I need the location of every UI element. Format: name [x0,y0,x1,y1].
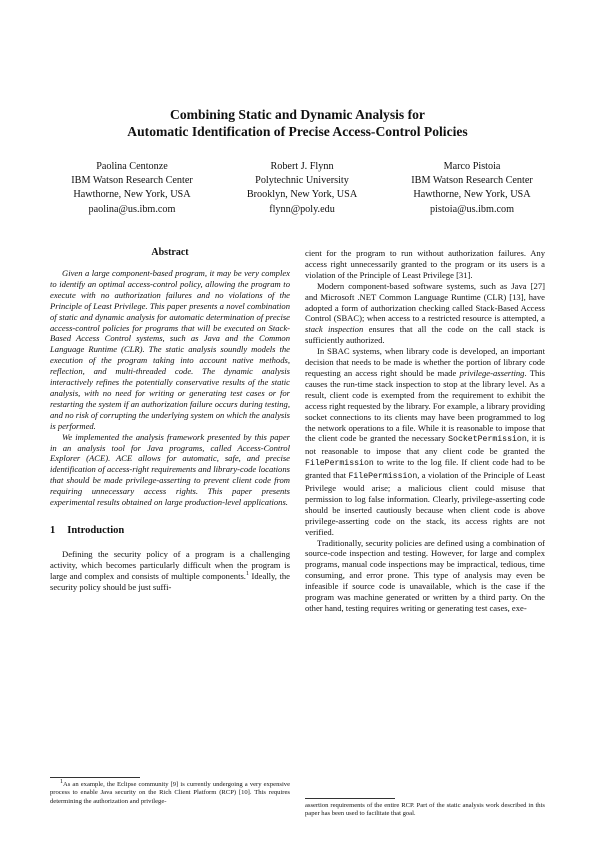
author-name: Robert J. Flynn [270,161,334,172]
text: Modern component-based software systems, such as Java [27] and Microsoft .NET Common Language Runtime (CLR) [13], have adopted a form of authorization checking called Stack-Based Access Control (SBAC); when access to a restricted resource is attempted, a [305,280,545,324]
abstract-paragraph-2: We implemented the analysis framework presented by this paper in an analysis tool for Java programs, called Access-Control Explorer (ACE). ACE allows for automatic, safe, and precise identification of access-right requirements and library-code locations that should be made privilege-asserting to prevent client code from requiring unnecessary access rights. This paper presents experimental results obtained on large production-level applications. [50,431,290,508]
author-block [52,160,552,217]
author-name: Marco Pistoia [443,161,501,172]
author-2 [222,160,382,217]
text: , it is not reasonable to impose that any client code be granted the [305,433,546,457]
right-column [305,248,545,614]
right-paragraph-1 [305,281,545,346]
abstract-body [50,268,290,508]
author-email: paolina@us.ibm.com [88,203,176,215]
emphasis: stack inspection [305,324,364,335]
title-line-2: Automatic Identification of Precise Access-Control Policies [127,124,468,139]
footnote-number: 1 [60,778,63,785]
footnote-rule-left [50,777,140,778]
footnote-mark: 1 [245,570,249,577]
footnote-left [50,778,290,806]
author-affiliation: Polytechnic University [255,175,349,187]
footnote-rule-right [305,798,395,799]
author-name: Paolina Centonze [96,161,168,172]
left-column [50,246,290,592]
abstract-heading: Abstract [151,247,189,258]
text: . This causes the run-time stack inspection to stop at the library level. As a result, client code is exempted from the requirement to exhibit the access right requested by the library. For example, a library providing socket connections to its clients may have been programmed to log the network operations to a file. While it is reasonable to impose that the client code be granted the necessary [305,367,545,444]
code-filepermission: FilePermission [305,459,374,469]
paper-title [0,106,595,140]
intro-text: Defining the security policy of a program is a challenging activity, which becomes particularly difficult when the program is large and complex and consists of multiple components. [50,548,290,581]
author-affiliation: IBM Watson Research Center [71,175,193,187]
author-location: Hawthorne, New York, USA [413,189,531,201]
author-email: flynn@poly.edu [269,203,335,215]
footnote-left-text: As an example, the Eclipse community [9] is currently undergoing a very expensive process to enable Java security on the Rich Client Platform (RCP) [10]. This requires determining the authorization and privilege- [50,781,290,805]
footnote-right: assertion requirements of the entire RCP. Part of the static analysis work described in this paper has been used to facilitate that goal. [305,802,545,818]
section-heading [50,526,290,537]
right-paragraph-3: Traditionally, security policies are defined using a combination of source-code inspection and testing. However, for large and complex programs, manual code inspections may be impractical, tedious, time consuming, and error prone. This type of analysis may even be infeasible if source code is unavailable, which is the case if the program was machine generated or written by a third party. On the other hand, testing requires writing or generating test cases, exe- [305,537,545,613]
right-paragraph-2 [305,346,545,537]
right-paragraph-0: cient for the program to run without authorization failures. Any access right unnecessarily granted to the program or its users is a violation of the Principle of Least Privilege [31]. [305,248,545,280]
text: ensures that all the code on the call stack is sufficiently authorized. [305,324,545,346]
text: , a violation of the Principle of Least Privilege would arise; a malicious client could misuse that permission to log false information. Clearly, privilege-asserting code should be inserted cautiously because when client code is above privilege-asserting code on the stack, its access rights are not verified. [305,470,545,537]
author-location: Brooklyn, New York, USA [246,189,358,201]
intro-text-cont: Ideally, the security policy should be just suffi- [50,570,290,592]
author-3 [392,160,552,217]
title-line-1: Combining Static and Dynamic Analysis for [170,107,425,122]
text: to write to the log file. If client code had to be granted that [305,457,545,481]
author-affiliation: IBM Watson Research Center [411,175,533,187]
author-email: pistoia@us.ibm.com [429,203,515,215]
author-1 [52,160,212,217]
text: In SBAC systems, when library code is developed, an important decision that needs to be made is whether the portion of library code requesting an access right should be made [305,346,545,378]
code-filepermission: FilePermission [348,472,418,482]
section-number: 1 [50,524,56,536]
section-title: Introduction [67,524,125,536]
author-location: Hawthorne, New York, USA [73,189,191,201]
code-socketpermission: SocketPermission [448,435,527,445]
intro-paragraph-1 [50,549,290,593]
emphasis: privilege-asserting [459,367,525,378]
abstract-paragraph-1: Given a large component-based program, it may be very complex to identify an optimal access-control policy, allowing the program to execute with no authorization failures and no violations of the Principle of Least Privilege. This paper presents a novel combination of static and dynamic analysis for automatic determination of precise access-control policies for programs that will be executed on Stack-Based Access Control systems, such as Java and the Common Language Runtime (CLR). The static analysis soundly models the execution of the program taking into account native methods, reflection, and multi-threaded code. The dynamic analysis interactively refines the potentially conservative results of the static analysis, with no need for writing or generating test cases or for restarting the system if an authorization failure occurs during testing, and no risk of corrupting the underlying system on which the analysis is performed. [50,268,290,431]
